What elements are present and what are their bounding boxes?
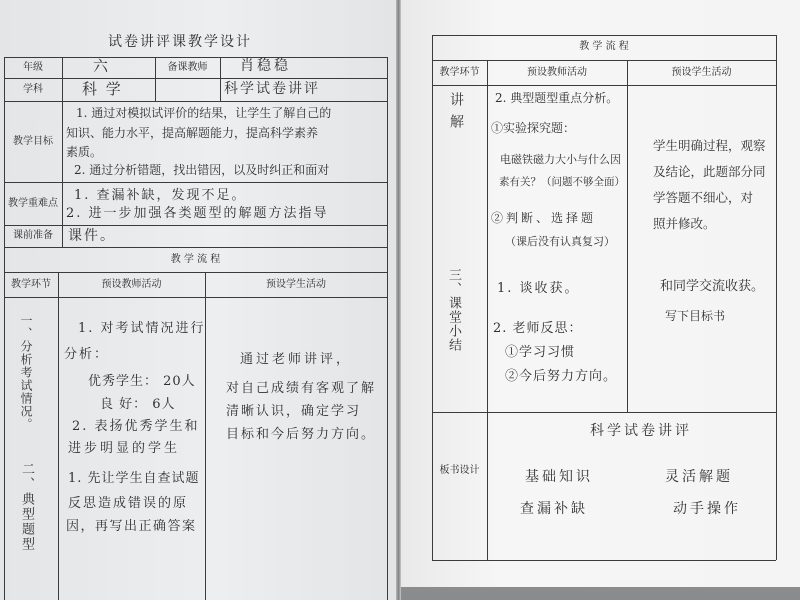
key-points-label: 教学重难点 xyxy=(8,198,58,209)
teacher-activity-line: 2. 典型题型重点分析。 xyxy=(495,91,619,105)
board-title: 科学试卷讲评 xyxy=(590,423,692,439)
table-rule xyxy=(432,35,776,36)
student-activity-line: 目标和今后努力方向。 xyxy=(226,427,377,442)
subject-value: 科 学 xyxy=(82,80,123,98)
page-title: 试卷讲评课教学设计 xyxy=(108,34,252,50)
table-rule xyxy=(776,35,777,560)
teacher-activity-line: 素有关？（问题不够全面） xyxy=(499,176,625,188)
teacher-activity-line: 1. 先让学生自查试题 xyxy=(68,471,200,486)
table-rule xyxy=(432,85,776,86)
prep-label: 课前准备 xyxy=(13,230,53,241)
goals-label: 教学目标 xyxy=(13,136,53,147)
flow-title: 教 学 流 程 xyxy=(579,41,629,52)
teacher-activity-line: 因，再写出正确答案 xyxy=(66,519,197,534)
table-rule xyxy=(4,272,387,273)
flow-title: 教 学 流 程 xyxy=(170,254,221,265)
teacher-activity-line: ①实验探究题： xyxy=(491,121,576,135)
table-rule xyxy=(432,412,776,413)
teacher-activity-line: 优秀学生： 20人 xyxy=(88,374,196,389)
column-header-student: 预设学生活动 xyxy=(671,67,732,78)
student-activity-line: 和同学交流收获。 xyxy=(660,279,765,294)
teacher-activity-line: 1. 对考试情况进行 xyxy=(78,321,206,336)
student-activity-line: 照并修改。 xyxy=(653,216,716,231)
board-item: 灵活解题 xyxy=(665,469,733,485)
grade-value: 六 xyxy=(93,57,109,75)
goals-line: 1. 通过对模拟试评价的结果，让学生了解自己的 xyxy=(76,106,332,120)
table-rule xyxy=(487,60,488,560)
teacher-activity-line: 2. 表扬优秀学生和 xyxy=(72,419,200,434)
column-header-stage: 教学环节 xyxy=(11,279,51,290)
goals-line: 素质。 xyxy=(66,145,103,159)
teacher-activity-line: ②判断、选择题 xyxy=(491,211,597,225)
student-activity-line: 及结论，此题部分同 xyxy=(653,164,766,179)
right-page xyxy=(401,0,800,587)
teacher-activity-line: 良 好： 6人 xyxy=(100,397,176,412)
table-rule xyxy=(4,297,387,298)
teacher-activity-line: 2. 老师反思： xyxy=(493,321,583,336)
table-rule xyxy=(4,247,387,248)
left-page xyxy=(0,0,396,600)
topic-value: 科学试卷讲评 xyxy=(224,81,320,97)
table-rule xyxy=(432,60,776,61)
stage-label: 二、典型题型 xyxy=(19,462,34,552)
student-activity-line: 通过老师讲评， xyxy=(240,352,353,367)
column-header-stage: 教学环节 xyxy=(439,67,480,78)
stage-label: 一、分析考试情况。 xyxy=(19,314,33,431)
teacher-activity-line: 进步明显的学生 xyxy=(68,441,181,456)
column-header-student: 预设学生活动 xyxy=(266,279,326,290)
student-activity-line: 写下目标书 xyxy=(665,309,726,323)
table-rule xyxy=(432,35,433,560)
board-item: 动手操作 xyxy=(673,501,741,517)
table-rule xyxy=(220,57,221,101)
table-rule xyxy=(387,57,388,600)
key-points-line: 2. 进一步加强各类题型的解题方法指导 xyxy=(66,206,329,221)
student-activity-line: 学生明确过程，观察 xyxy=(653,138,766,153)
column-header-teacher: 预设教师活动 xyxy=(101,279,162,290)
subject-label: 学科 xyxy=(23,84,43,95)
goals-line: 知识、能力水平，提高解题能力，提高科学素养 xyxy=(66,126,319,140)
stage-label: 三、课堂小结 xyxy=(446,268,461,352)
prep-value: 课件。 xyxy=(68,228,116,244)
teacher-activity-line: （课后没有认真复习） xyxy=(505,235,615,248)
teacher-activity-line: ①学习习惯 xyxy=(505,345,576,360)
table-rule xyxy=(432,560,776,561)
student-activity-line: 学答题不细心，对 xyxy=(653,190,754,205)
teacher-activity-line: ②今后努力方向。 xyxy=(505,369,618,384)
table-rule xyxy=(58,272,59,600)
grade-label: 年级 xyxy=(23,62,43,73)
teacher-value: 肖稳稳 xyxy=(240,58,291,74)
teacher-label: 备课教师 xyxy=(167,62,208,73)
student-activity-line: 对自己成绩有客观了解 xyxy=(226,381,377,396)
goals-line: 2. 通过分析错题，找出错因，以及时纠正和面对 xyxy=(74,163,330,177)
teacher-activity-line: 反思造成错误的原 xyxy=(68,496,189,511)
student-activity-line: 清晰认识，确定学习 xyxy=(226,404,362,419)
board-item: 查漏补缺 xyxy=(520,501,588,517)
column-header-teacher: 预设教师活动 xyxy=(527,67,587,78)
board-item: 基础知识 xyxy=(525,469,593,485)
board-label: 板书设计 xyxy=(439,465,480,476)
teacher-activity-line: 分析： xyxy=(64,347,110,362)
table-rule xyxy=(627,60,628,412)
teacher-activity-line: 电磁铁磁力大小与什么因 xyxy=(500,153,621,166)
teacher-activity-line: 1. 谈收获。 xyxy=(497,281,580,296)
table-rule xyxy=(62,57,63,247)
stage-label: 讲解 xyxy=(448,92,464,136)
key-points-line: 1. 查漏补缺，发现不足。 xyxy=(74,188,247,203)
